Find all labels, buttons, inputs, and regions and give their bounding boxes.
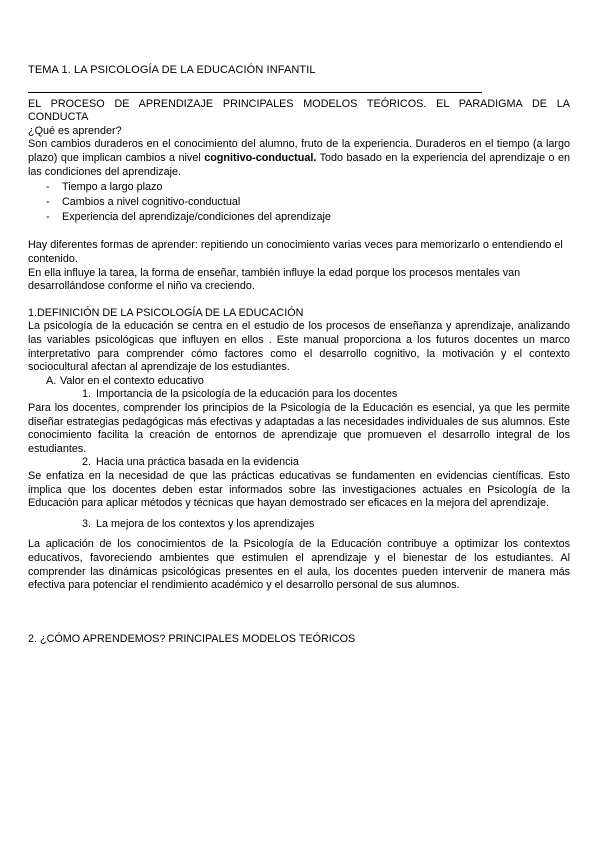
item2-paragraph: Se enfatiza en la necesidad de que las prácticas educativas se fundamenten en evidencias científicas. Esto implica que los docentes deben estar informados sobre las investigaciones actuales en Psicología de la Educación para aplicar métodos y técnicas que hayan demostrado ser eficaces en la mejora del aprendizaje. (28, 469, 570, 510)
dash-marker: - (46, 211, 50, 224)
forms-paragraph: Hay diferentes formas de aprender: repitiendo un conocimiento varias veces para memorizarlo o entendiendo el contenido. (28, 239, 563, 266)
section-heading: EL PROCESO DE APRENDIZAJE PRINCIPALES MODELOS TEÓRICOS. EL PARADIGMA DE LA CONDUCTA (28, 97, 570, 124)
intro-bold-term: cognitivo-conductual. (204, 151, 317, 164)
list-item (28, 196, 570, 210)
item1-paragraph: Para los docentes, comprender los principios de la Psicología de la Educación es esencial, ya que les permite diseñar estrategias pedagógicas más efectivas y adaptadas a las necesidades individuales de sus alumnos. Este conocimiento facilita la creación de entornos de aprendizaje que promueven el desarrollo integral de los estudiantes. (28, 401, 570, 455)
list-item (28, 181, 570, 195)
dash-marker: - (46, 181, 50, 194)
list-item-text: Experiencia del aprendizaje/condiciones del aprendizaje (62, 211, 331, 224)
subsection-a-heading (28, 375, 570, 389)
influence-paragraph: En ella influye la tarea, la forma de enseñar, también influye la edad porque los procesos mentales van desarrollándose conforme el niño va creciendo. (28, 266, 521, 293)
list-item-text: Cambios a nivel cognitivo-conductual (62, 196, 241, 209)
list-item (28, 211, 570, 225)
item3-paragraph: La aplicación de los conocimientos de la Psicología de la Educación contribuye a optimizar los contextos educativos, favoreciendo ambientes que estimulen el aprendizaje y el bienestar de los estudiantes. Al comprender las dinámicas psicológicas presentes en el aula, los docentes pueden intervenir de manera más efectiva para potenciar el rendimiento académico y el desarrollo personal de sus alumnos. (28, 538, 570, 592)
section1-paragraph: La psicología de la educación se centra en el estudio de los procesos de enseñanza y aprendizaje, analizando las variables psicológicas que influyen en ellos . Este manual proporciona a los futuros docentes un marco interpretativo para comprender cómo factores como el desarrollo cognitivo, la motivación y el contexto sociocultural afectan al aprendizaje de los estudiantes. (28, 320, 570, 374)
learning-bullet-list (28, 181, 570, 225)
question-heading: ¿Qué es aprender? (28, 124, 122, 137)
intro-text-end: Todo basado en la experiencia del aprendizaje o en las condiciones del aprendizaje. (28, 151, 570, 178)
item1-marker: 1. (82, 388, 92, 401)
item2-marker: 2. (82, 456, 92, 469)
intro-text-start: Son cambios duraderos en el conocimiento del alumno, fruto de la experiencia. Duraderos en el tiempo (a largo plazo) que implican cambios a nivel (28, 138, 570, 164)
spacer (28, 226, 570, 239)
subsection-a-title: Valor en el contexto educativo (60, 374, 204, 387)
document-page (28, 64, 570, 646)
section1-title: 1.DEFINICIÓN DE LA PSICOLOGÍA DE LA EDUCACIÓN (28, 306, 304, 319)
spacer (28, 531, 570, 538)
spacer (28, 511, 570, 518)
item1-title: Importancia de la psicología de la educación para los docentes (96, 388, 398, 401)
section2-title: 2. ¿CÓMO APRENDEMOS? PRINCIPALES MODELOS TEÓRICOS (28, 632, 356, 645)
intro-paragraph (28, 138, 570, 179)
item3-marker: 3. (82, 517, 92, 530)
item2-title: Hacia una práctica basada en la evidencia (96, 456, 299, 469)
item2-heading (28, 456, 570, 470)
subsection-a-marker: A. (46, 374, 57, 387)
item1-heading (28, 388, 570, 402)
list-item-text: Tiempo a largo plazo (62, 181, 163, 194)
spacer (28, 593, 570, 633)
document-title: TEMA 1. LA PSICOLOGÍA DE LA EDUCACIÓN INFANTIL (28, 64, 316, 76)
dash-marker: - (46, 196, 50, 209)
title-divider (28, 92, 482, 93)
spacer (28, 294, 570, 307)
item3-title: La mejora de los contextos y los aprendizajes (96, 517, 315, 530)
item3-heading (28, 518, 570, 532)
